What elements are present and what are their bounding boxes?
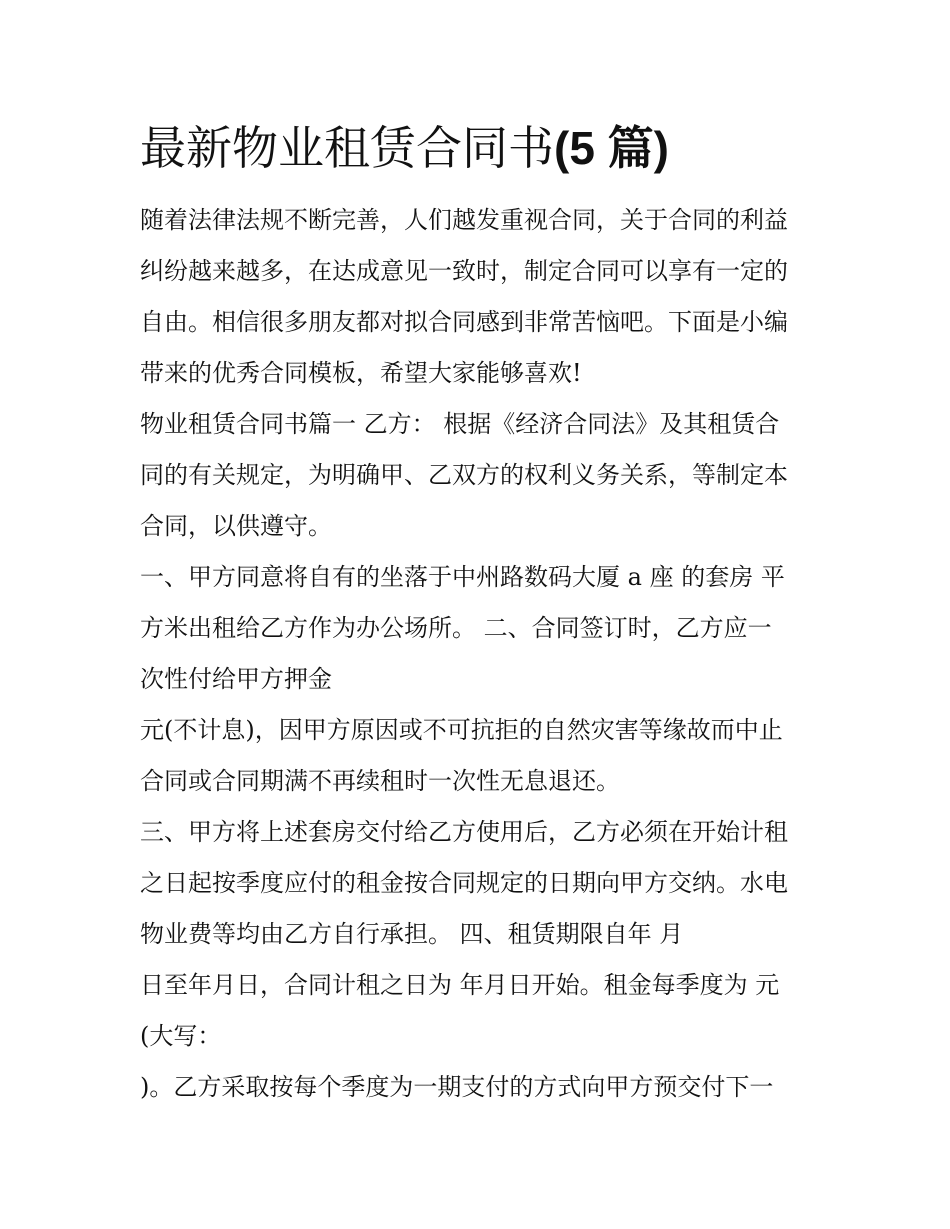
body-line: 三、甲方将上述套房交付给乙方使用后，乙方必须在开始计租	[140, 818, 788, 846]
body-line: )。乙方采取按每个季度为一期支付的方式向甲方预交付下一	[140, 1073, 774, 1101]
document-body	[140, 195, 820, 1113]
body-line: 同的有关规定，为明确甲、乙双方的权利义务关系，等制定本	[140, 461, 788, 489]
body-line: 物业租赁合同书篇一 乙方： 根据《经济合同法》及其租赁合	[140, 410, 780, 438]
body-line: 元(不计息)，因甲方原因或不可抗拒的自然灾害等缘故而中止	[140, 716, 783, 744]
document-title	[140, 112, 669, 184]
body-line: 一、甲方同意将自有的坐落于中州路数码大厦 a 座 的套房 平	[140, 563, 785, 591]
body-line: (大写：	[140, 1022, 222, 1050]
body-line: 日至年月日，合同计租之日为 年月日开始。租金每季度为 元	[140, 971, 780, 999]
body-line: 合同，以供遵守。	[140, 512, 332, 540]
body-line: 物业费等均由乙方自行承担。 四、租赁期限自年 月	[140, 920, 684, 948]
title-count-text: (5 篇)	[554, 122, 669, 174]
body-line: 合同或合同期满不再续租时一次性无息退还。	[140, 767, 620, 795]
title-main-text: 最新物业租赁合同书	[140, 121, 554, 175]
body-line: 带来的优秀合同模板，希望大家能够喜欢!	[140, 359, 582, 387]
body-line: 纠纷越来越多，在达成意见一致时，制定合同可以享有一定的	[140, 257, 788, 285]
body-line: 方米出租给乙方作为办公场所。 二、合同签订时，乙方应一	[140, 614, 772, 642]
body-line: 之日起按季度应付的租金按合同规定的日期向甲方交纳。水电	[140, 869, 788, 897]
body-line: 自由。相信很多朋友都对拟合同感到非常苦恼吧。下面是小编	[140, 308, 788, 336]
body-line: 随着法律法规不断完善，人们越发重视合同，关于合同的利益	[140, 206, 788, 234]
body-line: 次性付给甲方押金	[140, 665, 332, 693]
